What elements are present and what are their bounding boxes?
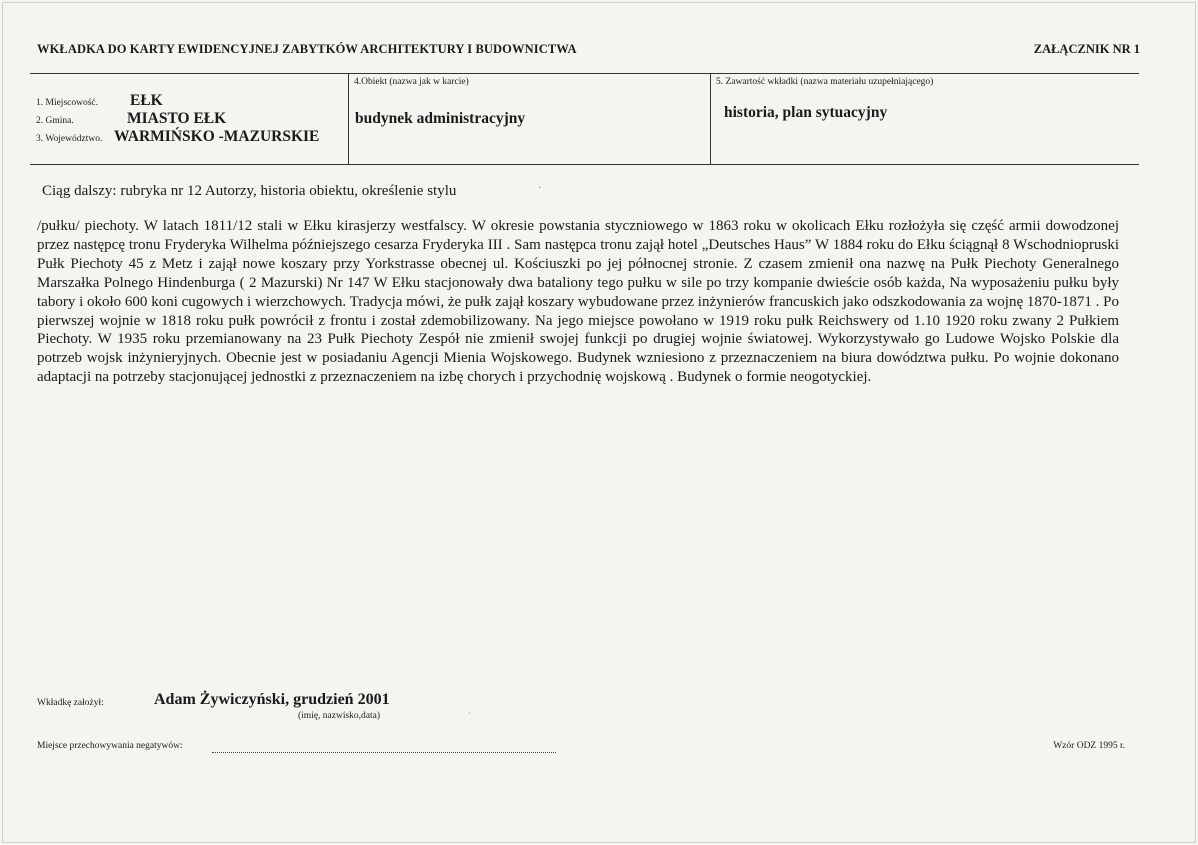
founder-caption: (imię, nazwisko,data) xyxy=(298,711,381,721)
column-divider xyxy=(710,74,711,164)
object-value: budynek administracyjny xyxy=(355,110,526,127)
locality-value: EŁK xyxy=(130,92,163,109)
voivodeship-value: WARMIŃSKO -MAZURSKIE xyxy=(114,128,320,145)
stray-mark: · xyxy=(538,183,542,194)
attachment-number: ZAŁĄCZNIK NR 1 xyxy=(1033,42,1140,56)
pattern-note: Wzór ODZ 1995 r. xyxy=(1053,741,1125,751)
locality-label: 1. Miejscowość. xyxy=(36,98,99,108)
contents-caption: 5. Zawartość wkładki (nazwa materiału uzupełniającego) xyxy=(716,77,934,87)
founder-name: Adam Żywiczyński, grudzień 2001 xyxy=(154,691,390,708)
negatives-dotted-line xyxy=(212,752,556,753)
column-divider xyxy=(348,74,349,164)
founder-label: Wkładkę założył: xyxy=(37,698,104,708)
object-caption: 4.Obiekt (nazwa jak w karcie) xyxy=(354,77,469,87)
commune-label: 2. Gmina. xyxy=(36,116,74,126)
contents-value: historia, plan sytuacyjny xyxy=(724,104,888,121)
stray-mark: ˊ xyxy=(468,711,471,721)
commune-value: MIASTO EŁK xyxy=(127,110,227,127)
voivodeship-label: 3. Województwo. xyxy=(36,134,103,144)
negatives-label: Miejsce przechowywania negatywów: xyxy=(37,741,183,751)
form-title: WKŁADKA DO KARTY EWIDENCYJNEJ ZABYTKÓW ARCHITEKTURY I BUDOWNICTWA xyxy=(37,42,577,56)
header-table xyxy=(30,73,1139,165)
continuation-heading: Ciąg dalszy: rubryka nr 12 Autorzy, historia obiektu, określenie stylu xyxy=(42,183,457,199)
history-text: /pułku/ piechoty. W latach 1811/12 stali w Ełku kirasjerzy westfalscy. W okresie powstania styczniowego w 1863 roku w okolicach Ełku rozłożyła się część armii dowodzonej przez następcę tronu Fryderyka Wilhelma późniejszego cesarza Fryderyka III . Sam następca tronu zajął hotel „Deutsches Haus” W 1884 roku do Ełku ściągnął 8 Wschodniopruski Pułk Piechoty 45 z Metz i zajął nowe koszary przy Yorkstrasse obecnej ul. Kościuszki po jej północnej stronie. Z czasem zmienił ona nazwę na Pułk Piechoty Generalnego Marszałka Polnego Hindenburga ( 2 Mazurski) Nr 147 W Ełku stacjonowały dwa bataliony tego pułku w sile po trzy kompanie dwieście osób każda, Na wyposażeniu pułku były tabory i około 600 koni cugowych i wierzchowych. Tradycja mówi, że pułk zajął koszary wybudowane przez inżynierów francuskich jako odszkodowania za wojnę 1870-1871 . Po pierwszej wojnie w 1818 roku pułk powrócił z frontu i został zdemobilizowany. Na jego miejsce powołano w 1919 roku pułk Reichswery od 1.10 1920 roku zwany 2 Pułkiem Piechoty. W 1935 roku przemianowany na 23 Pułk Piechoty Zespół nie zmienił swojej funkcji po drugiej wojnie światowej. Wykorzystywało go Ludowe Wojsko Polskie dla potrzeb wojsk inżynieryjnych. Obecnie jest w posiadaniu Agencji Mienia Wojskowego. Budynek wzniesiono z przeznaczeniem na biura dowództwa pułku. Po wojnie dokonano adaptacji na potrzeby stacjonującej jednostki z przeznaczeniem na izbę chorych i przychodnię wojskową . Budynek o formie neogotyckiej. xyxy=(37,218,1119,386)
